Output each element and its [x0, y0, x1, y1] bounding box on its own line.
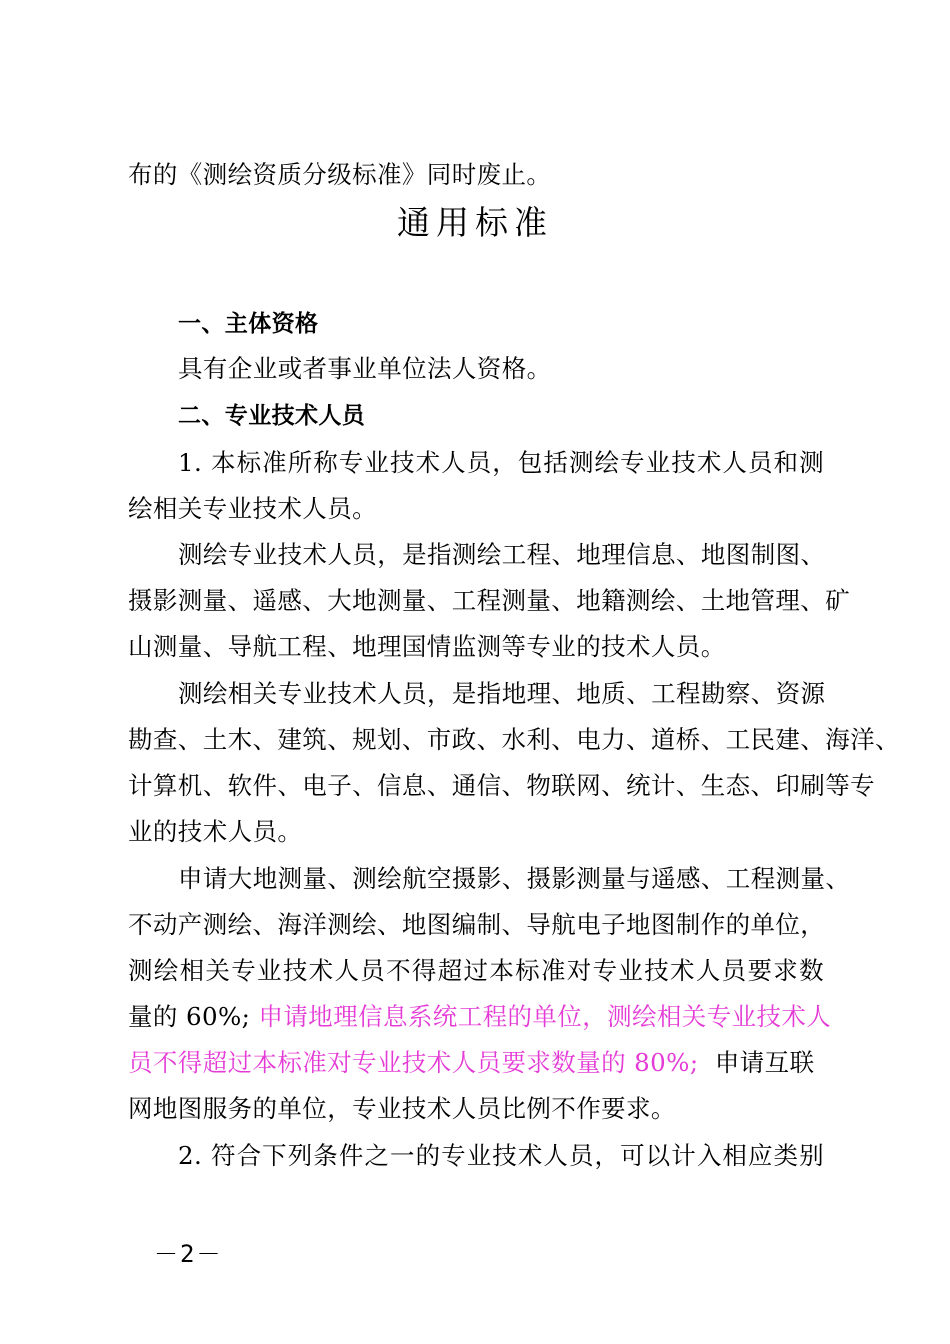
text-line: 勘查、土木、建筑、规划、市政、水利、电力、道桥、工民建、海洋、	[128, 725, 900, 754]
highlighted-text: 申请地理信息系统工程的单位，测绘相关专业技术人	[258, 1002, 832, 1031]
text-line: 测绘相关专业技术人员，是指地理、地质、工程勘察、资源	[178, 679, 826, 708]
highlighted-text: 员不得超过本标准对专业技术人员要求数量的 80%;	[128, 1048, 699, 1077]
text-line: 具有企业或者事业单位法人资格。	[178, 354, 552, 383]
text-line: 布的《测绘资质分级标准》同时废止。	[128, 160, 552, 189]
text-line: 不动产测绘、海洋测绘、地图编制、导航电子地图制作的单位，	[128, 910, 826, 939]
text-line: 1. 本标准所称专业技术人员，包括测绘专业技术人员和测	[178, 448, 824, 477]
text-segment: 量的 60%;	[128, 1002, 259, 1031]
text-line	[128, 1048, 828, 1078]
text-line: 申请大地测量、测绘航空摄影、摄影测量与遥感、工程测量、	[178, 864, 851, 893]
text-line: 山测量、导航工程、地理国情监测等专业的技术人员。	[128, 632, 726, 661]
text-line: 绘相关专业技术人员。	[128, 494, 377, 523]
heading-subject-qualification: 一、主体资格	[178, 311, 319, 337]
text-line: 摄影测量、遥感、大地测量、工程测量、地籍测绘、土地管理、矿	[128, 586, 851, 615]
text-line	[128, 1002, 832, 1032]
page-number: －2－	[154, 1240, 223, 1268]
heading-technical-staff: 二、专业技术人员	[178, 403, 366, 429]
text-line: 测绘相关专业技术人员不得超过本标准对专业技术人员要求数	[128, 956, 824, 985]
text-line: 网地图服务的单位，专业技术人员比例不作要求。	[128, 1094, 676, 1123]
text-line: 测绘专业技术人员，是指测绘工程、地理信息、地图制图、	[178, 540, 826, 569]
text-line: 2. 符合下列条件之一的专业技术人员，可以计入相应类别	[178, 1141, 824, 1170]
text-line: 业的技术人员。	[128, 817, 303, 846]
section-title: 通用标准	[397, 203, 553, 242]
text-line: 计算机、软件、电子、信息、通信、物联网、统计、生态、印刷等专	[128, 771, 875, 800]
text-segment: 申请互联	[698, 1048, 815, 1077]
